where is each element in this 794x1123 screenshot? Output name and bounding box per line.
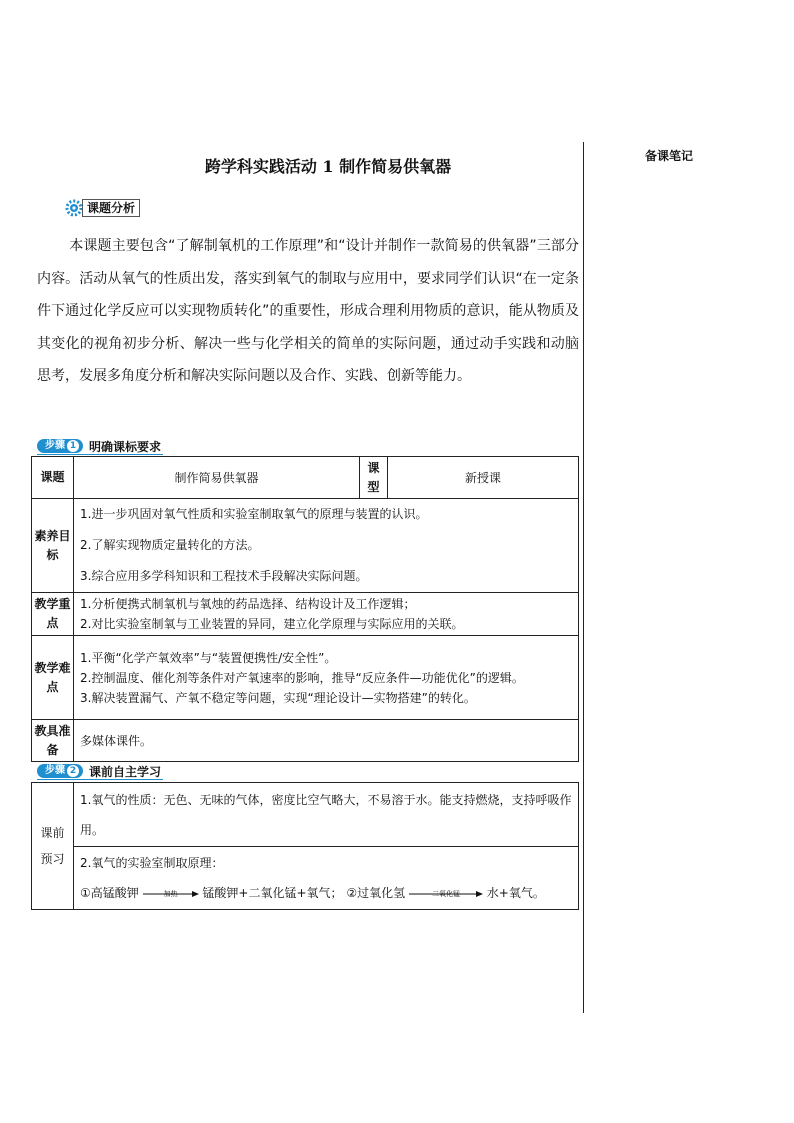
table-row (32, 457, 579, 499)
eq1-condition: 加热 (163, 889, 178, 898)
table-row (32, 593, 579, 636)
analysis-header (64, 198, 140, 218)
table-row (32, 847, 579, 910)
step1-header (37, 437, 161, 455)
preview-item-1: 1.氧气的性质：无色、无味的气体，密度比空气略大，不易溶于水。能支持燃烧，支持呼吸作用。 (74, 783, 579, 847)
page-title: 跨学科实践活动 1 制作简易供氧器 (204, 157, 452, 176)
list-item: 3.解决装置漏气、产氧不稳定等问题，实现“理论设计—实物搭建”的转化。 (80, 690, 476, 705)
eq2-arrow (409, 890, 483, 898)
gear-icon (64, 198, 84, 218)
list-item: 2.了解实现物质定量转化的方法。 (80, 538, 260, 552)
step1-title: 明确课标要求 (89, 439, 162, 454)
preview-table (31, 782, 579, 910)
literacy-content (74, 499, 579, 593)
step2-badge-text: 步骤 (45, 765, 65, 776)
analysis-paragraph (37, 230, 579, 393)
literacy-label: 素养目标 (32, 499, 74, 593)
step1-badge (37, 439, 83, 453)
list-item: 1.平衡“化学产氧效率”与“装置便携性/安全性”。 (80, 650, 337, 665)
key-point-content (74, 593, 579, 636)
topic-label: 课题 (32, 457, 74, 499)
difficulty-label: 教学难点 (32, 636, 74, 720)
table-row (32, 499, 579, 593)
list-item: 3.综合应用多学科知识和工程技术手段解决实际问题。 (80, 569, 368, 583)
tools-value: 多媒体课件。 (74, 720, 579, 762)
preview-item-2 (74, 847, 579, 910)
equations-line (80, 879, 572, 907)
eq2-product: 水+氧气。 (486, 886, 545, 900)
table-row (32, 783, 579, 847)
eq2-reactant: ②过氧化氢 (346, 886, 406, 900)
step1-badge-text: 步骤 (45, 440, 65, 451)
type-value: 新授课 (388, 457, 579, 499)
step2-title: 课前自主学习 (89, 764, 162, 779)
margin-divider (583, 142, 584, 1013)
principle-heading: 2.氧气的实验室制取原理： (80, 856, 224, 870)
eq2-condition: 二氧化锰 (431, 889, 460, 898)
list-item: 1.分析便携式制氧机与氧烛的药品选择、结构设计及工作逻辑； (80, 597, 416, 611)
table-row (32, 636, 579, 720)
step2-number: 2 (67, 765, 79, 777)
list-item: 2.控制温度、催化剂等条件对产氧速率的影响，推导“反应条件—功能优化”的逻辑。 (80, 670, 524, 685)
step2-header (37, 762, 161, 780)
eq1-arrow (143, 890, 199, 898)
requirements-table (31, 456, 579, 762)
eq1-product: 锰酸钾+二氧化锰+氧气； (202, 886, 343, 900)
side-note-header: 备课笔记 (645, 149, 694, 163)
list-item: 2.对比实验室制氧与工业装置的异同，建立化学原理与实际应用的关联。 (80, 617, 464, 631)
analysis-text: 本课题主要包含“了解制氧机的工作原理”和“设计并制作一款简易的供氧器”三部分内容。活动从氧气的性质出发，落实到氧气的制取与应用中，要求同学们认识“在一定条件下通过化学反应可以实现物质转化”的重要性，形成合理利用物质的意识，能从物质及其变化的视角初步分析、解决一些与化学相关的简单的实际问题，通过动手实践和动脑思考，发展多角度分析和解决实际问题以及合作、实践、创新等能力。 (37, 238, 579, 384)
key-point-label: 教学重点 (32, 593, 74, 636)
step1-number: 1 (67, 440, 79, 452)
tools-label: 教具准备 (32, 720, 74, 762)
topic-value: 制作简易供氧器 (74, 457, 360, 499)
preview-label: 课前预习 (32, 783, 74, 910)
list-item: 1.进一步巩固对氧气性质和实验室制取氧气的原理与装置的认识。 (80, 507, 428, 521)
eq1-reactant: ①高锰酸钾 (80, 886, 139, 900)
analysis-label: 课题分析 (82, 199, 140, 217)
difficulty-content (74, 636, 579, 720)
type-label: 课型 (360, 457, 388, 499)
step2-badge (37, 764, 83, 778)
table-row (32, 720, 579, 762)
